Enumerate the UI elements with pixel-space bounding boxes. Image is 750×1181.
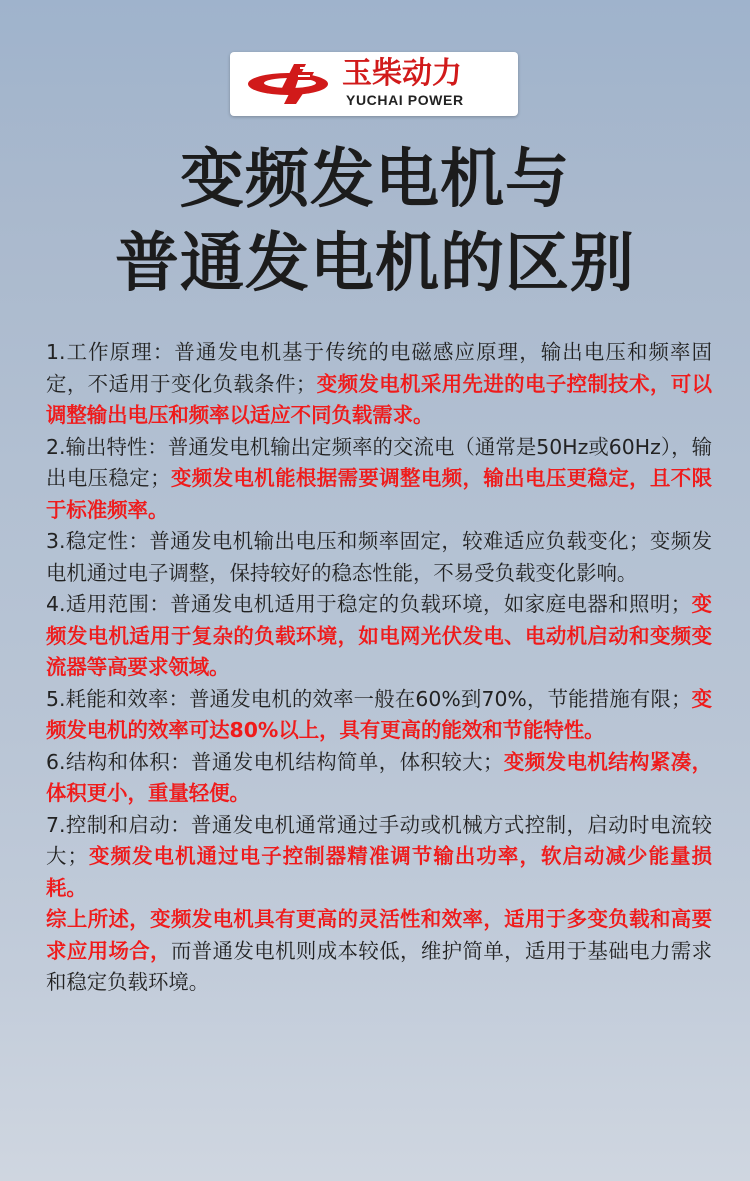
section-control-startup: 7.控制和启动：普通发电机通常通过手动或机械方式控制，启动时电流较大；变频发电机通过电子控制器精准调节输出功率，软启动减少能量损耗。: [46, 812, 713, 900]
section-stability: 3.稳定性：普通发电机输出电压和频率固定，较难适应负载变化；变频发电机通过电子调整，保持较好的稳态性能，不易受负载变化影响。: [46, 529, 712, 585]
yuchai-emblem-icon: [244, 58, 340, 110]
section-efficiency: 5.耗能和效率：普通发电机的效率一般在60%到70%，节能措施有限；变频发电机的效率可达80%以上，具有更高的能效和节能特性。: [46, 686, 712, 742]
section-structure-volume: 6.结构和体积：普通发电机结构简单，体积较大；变频发电机结构紧凑，体积更小，重量轻便。: [46, 749, 713, 805]
page-title-line2: 普通发电机的区别: [115, 227, 635, 301]
section-application-scope: 4.适用范围：普通发电机适用于稳定的负载环境，如家庭电器和照明；变频发电机适用于复杂的负载环境，如电网光伏发电、电动机启动和变频变流器等高要求领域。: [46, 592, 713, 679]
section-summary: 综上所述，变频发电机具有更高的灵活性和效率，适用于多变负载和高要求应用场合，而普通发电机则成本较低，维护简单，适用于基础电力需求和稳定负载环境。: [46, 907, 713, 994]
logo-english-name: YUCHAI POWER: [346, 92, 464, 108]
comparison-text: [46, 337, 712, 999]
page-title-line1: 变频发电机与: [180, 143, 570, 217]
section-working-principle: 1.工作原理：普通发电机基于传统的电磁感应原理，输出电压和频率固定，不适用于变化负载条件；变频发电机采用先进的电子控制技术，可以调整输出电压和频率以适应不同负载需求。: [46, 340, 713, 427]
logo-chinese-name: 玉柴动力: [342, 56, 462, 91]
section-output-characteristics: 2.输出特性：普通发电机输出定频率的交流电（通常是50Hz或60Hz），输出电压稳定；变频发电机能根据需要调整电频，输出电压更稳定，且不限于标准频率。: [46, 434, 713, 522]
brand-logo: [230, 52, 518, 116]
